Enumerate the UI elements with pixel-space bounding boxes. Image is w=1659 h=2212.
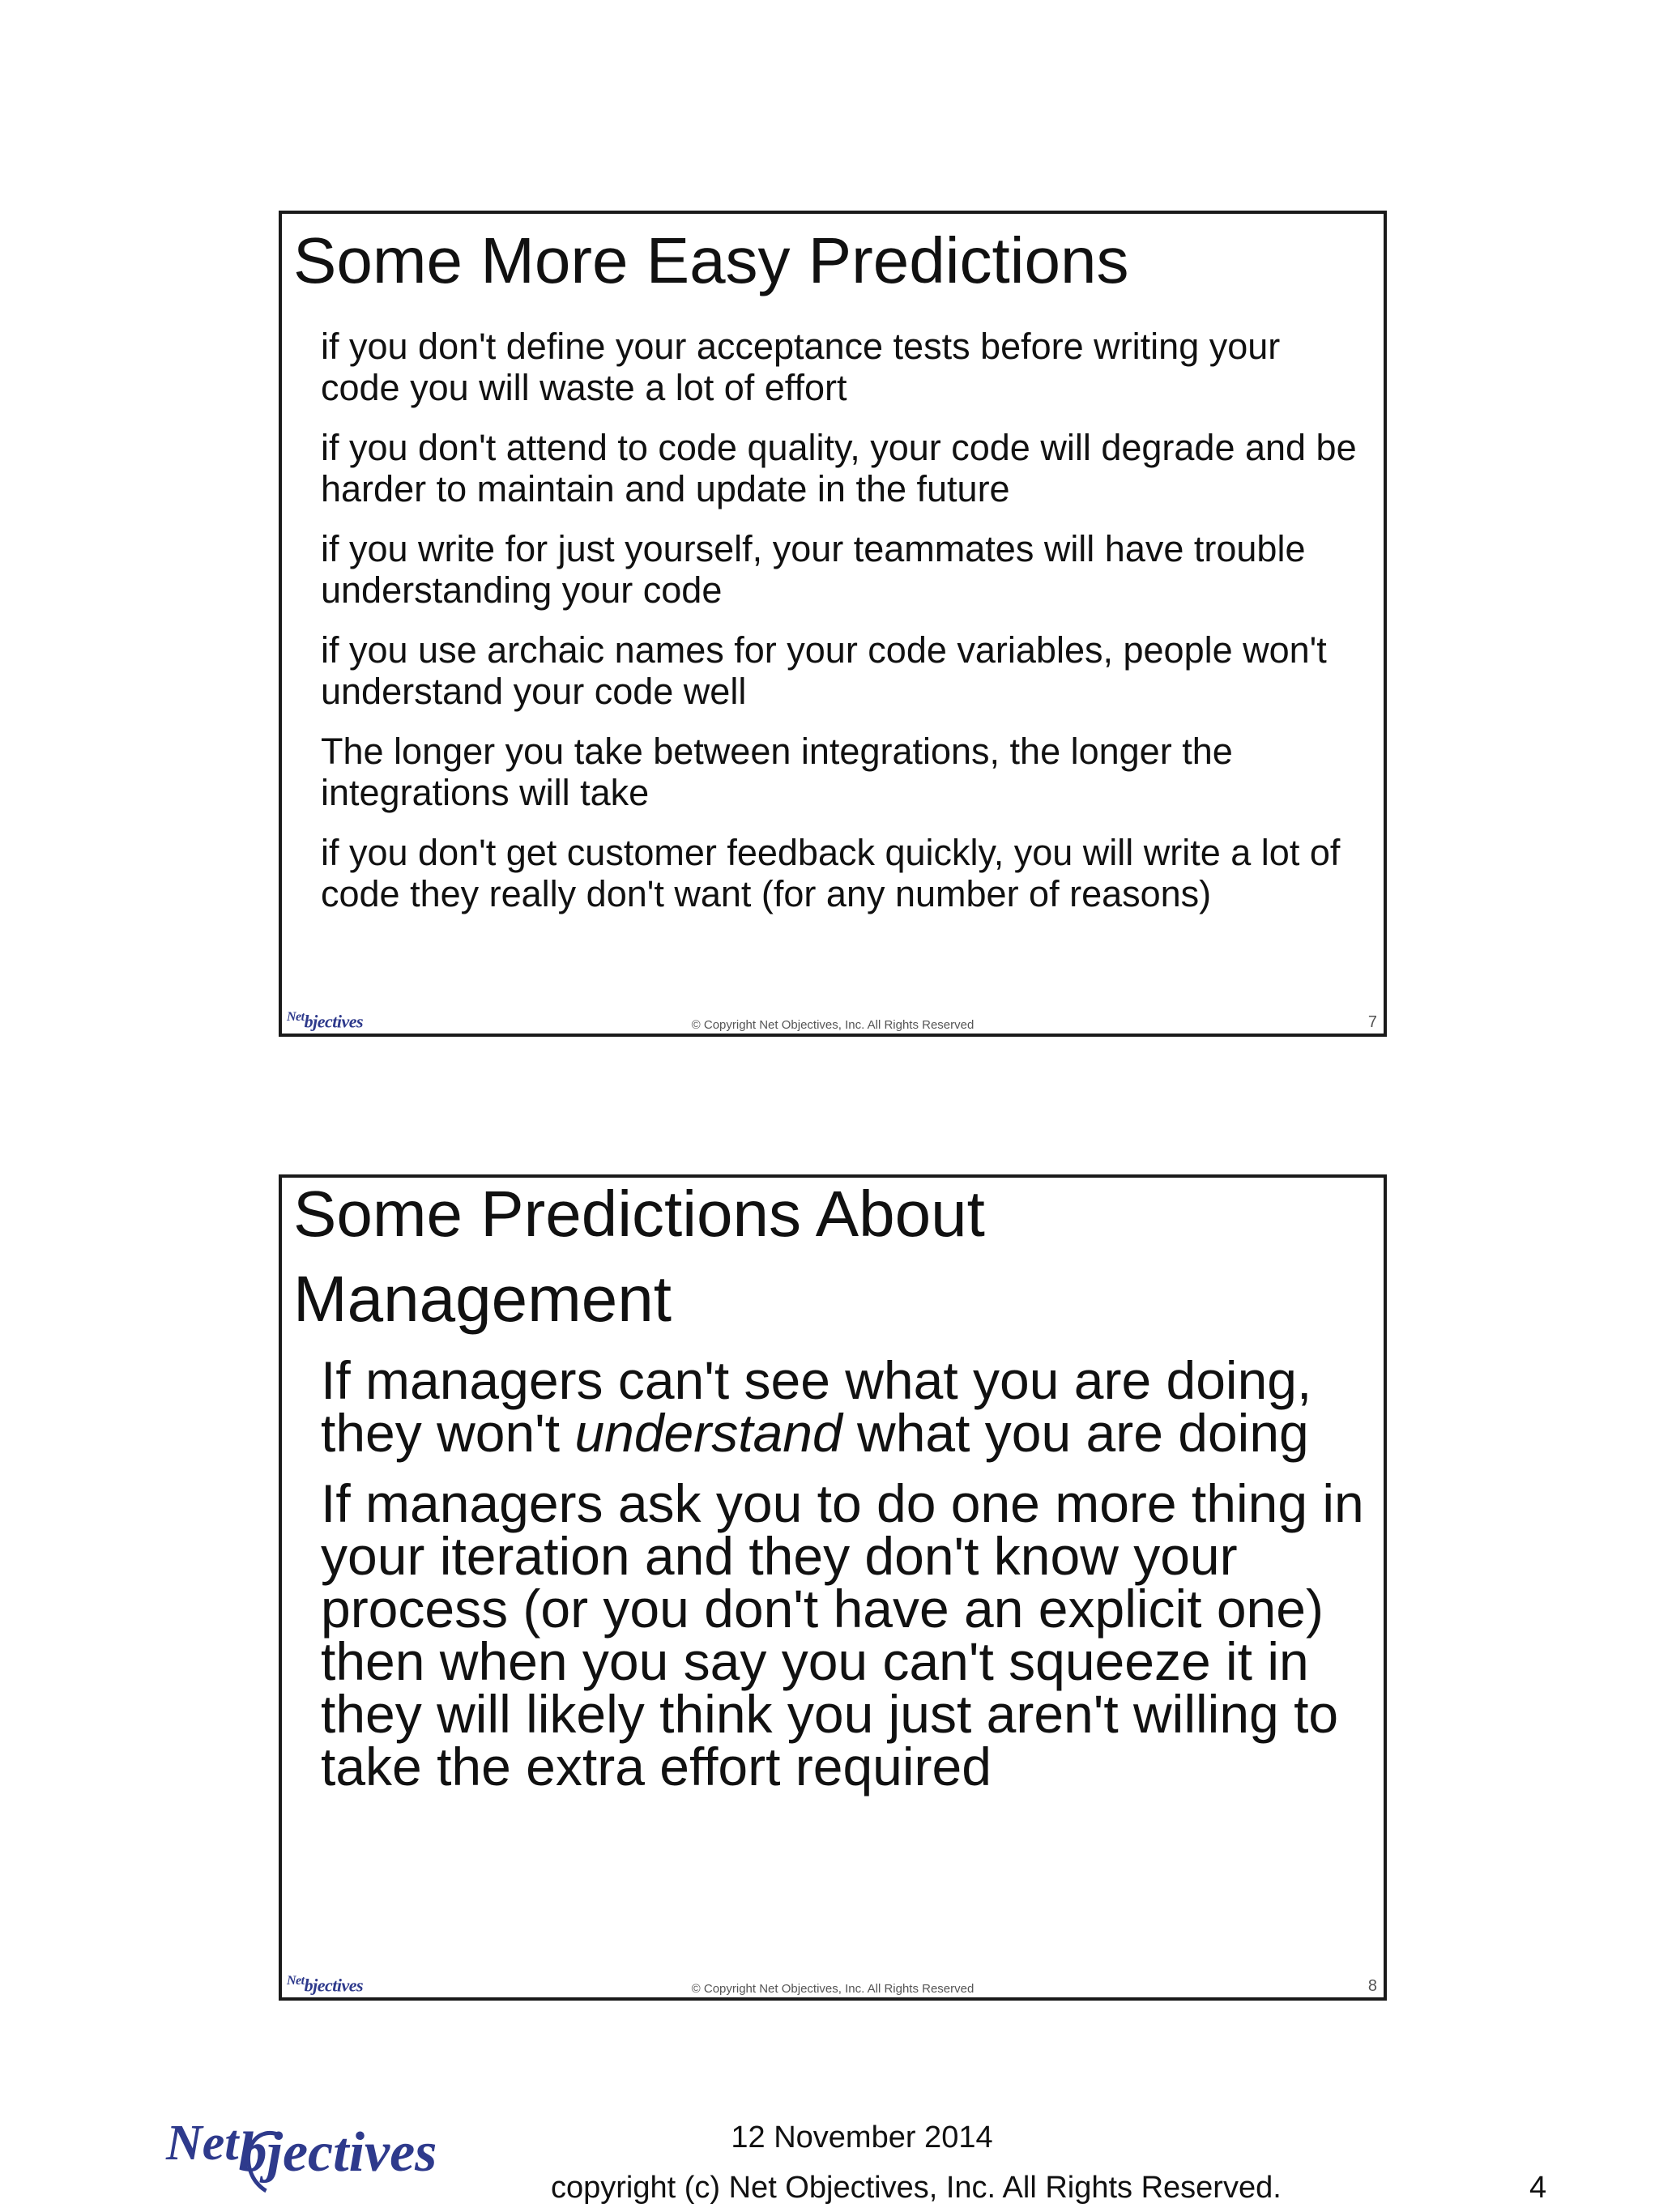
page-number: 4: [1529, 2171, 1547, 2205]
slide-title: Some Predictions About Management: [293, 1178, 985, 1335]
net-objectives-mini-logo: $^{Net}$bjectives: [287, 1973, 364, 1995]
footer-copyright: copyright (c) Net Objectives, Inc. All Rights Reserved.: [551, 2171, 1282, 2205]
bullet-item: if you don't define your acceptance tests before writing your code you will waste a lot of effort: [321, 326, 1281, 408]
slide-footer: [282, 1006, 1384, 1034]
page-footer: [0, 2106, 1659, 2212]
net-objectives-logo: Netbjectives: [166, 2120, 437, 2185]
slide-copyright: © Copyright Net Objectives, Inc. All Rights Reserved: [691, 1018, 975, 1032]
slide-8: [279, 1174, 1387, 2001]
slide-footer: [282, 1970, 1384, 1997]
bullet-list: [321, 1350, 1367, 1811]
bullet-item: if you don't get customer feedback quickly, you will write a lot of code they really don't want (for any number of reasons): [321, 832, 1341, 914]
bullet-item: if you don't attend to code quality, your code will degrade and be harder to maintain and update in the future: [321, 427, 1357, 509]
slide-number: 8: [1367, 1977, 1377, 1995]
slide-copyright: © Copyright Net Objectives, Inc. All Rights Reserved: [691, 1982, 975, 1996]
slide-title: Some More Easy Predictions: [293, 224, 1129, 296]
bullet-item: if you write for just yourself, your teammates will have trouble understanding your code: [321, 528, 1306, 611]
footer-date: 12 November 2014: [731, 2120, 993, 2154]
bullet-list: [321, 326, 1367, 933]
emphasis-text: understand: [574, 1403, 842, 1463]
slide-number: 7: [1367, 1013, 1377, 1031]
bullet-item: The longer you take between integrations, the longer the integrations will take: [321, 731, 1233, 813]
bullet-item: if you use archaic names for your code variables, people won't understand your code well: [321, 629, 1327, 712]
slide-7: [279, 211, 1387, 1037]
net-objectives-mini-logo: $^{Net}$bjectives: [287, 1009, 364, 1031]
bullet-item: If managers ask you to do one more thing in your iteration and they don't know your process (or you don't have an explicit one) then when you say you can't squeeze it in they will likely think you just aren't willing to take the extra effort required: [321, 1473, 1364, 1796]
bullet-item: If managers can't see what you are doing, they won't understand what you are doing: [321, 1350, 1312, 1463]
